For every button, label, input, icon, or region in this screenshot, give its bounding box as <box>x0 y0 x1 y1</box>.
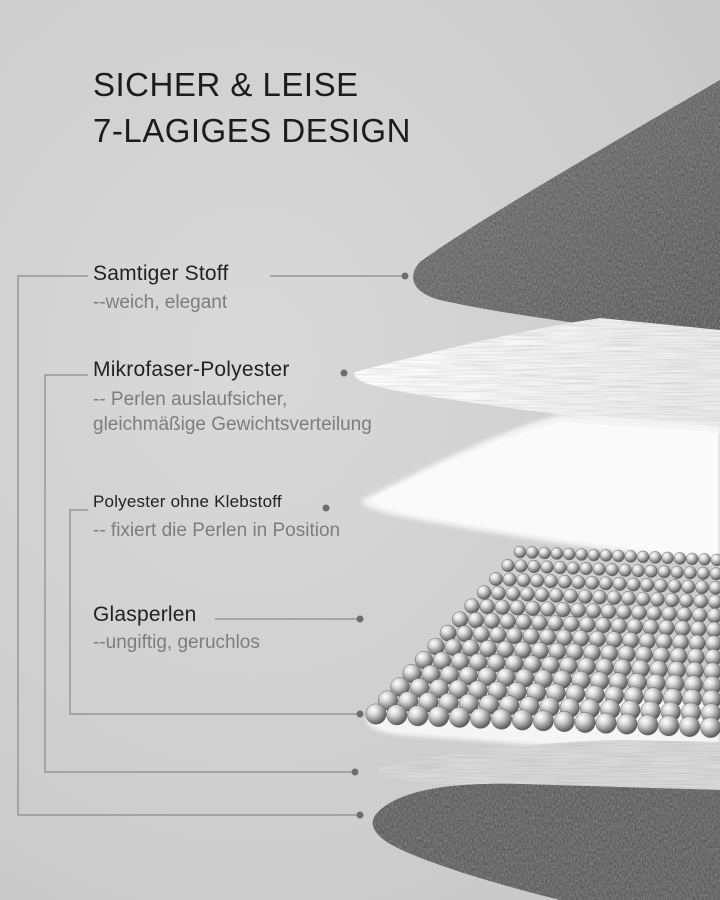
glass-bead <box>697 567 710 580</box>
glass-bead <box>617 714 637 734</box>
connector-lines <box>18 276 405 815</box>
glass-bead <box>452 612 468 628</box>
glass-bead <box>677 607 692 622</box>
glass-bead <box>408 706 428 726</box>
glass-bead <box>506 587 520 601</box>
glass-bead <box>544 575 557 588</box>
glass-bead <box>586 604 601 619</box>
glass-bead <box>627 578 640 591</box>
glass-bead <box>679 594 693 608</box>
glass-bead <box>675 621 691 637</box>
glass-bead <box>668 579 681 592</box>
layer-desc-line: --ungiftig, geruchlos <box>93 632 260 653</box>
glass-bead <box>622 591 636 605</box>
glass-bead <box>632 564 645 577</box>
connector-dot <box>357 711 364 718</box>
glass-bead <box>532 615 548 631</box>
glass-bead <box>612 550 624 562</box>
glass-bead <box>366 704 386 724</box>
glass-bead <box>659 716 679 736</box>
glass-bead <box>484 613 500 629</box>
glass-bead <box>596 713 616 733</box>
glass-bead <box>531 574 544 587</box>
glass-bead <box>500 614 516 630</box>
glass-bead <box>637 551 649 563</box>
glass-bead <box>643 619 659 635</box>
glass-bead <box>489 572 502 585</box>
glass-bead <box>692 608 707 623</box>
glass-bead <box>654 579 667 592</box>
glass-bead <box>709 581 720 594</box>
layer-desc-glasperlen <box>93 630 260 655</box>
glass-bead <box>640 578 653 591</box>
connector-dot <box>352 769 359 776</box>
glass-bead <box>700 717 720 737</box>
glass-bead <box>556 602 571 617</box>
connector-dot <box>357 616 364 623</box>
glass-bead <box>551 548 563 560</box>
glass-bead <box>684 567 697 580</box>
glass-bead <box>588 549 600 561</box>
glass-bead <box>563 548 575 560</box>
glass-bead <box>601 604 616 619</box>
glass-bead <box>593 590 607 604</box>
glass-bead <box>694 594 708 608</box>
glass-bead <box>567 562 580 575</box>
glass-bead <box>525 601 540 616</box>
glass-bead <box>658 565 671 578</box>
glass-bead <box>480 599 495 614</box>
glass-bead <box>510 600 525 615</box>
glass-bead <box>671 566 684 579</box>
glass-bead <box>575 712 595 732</box>
glass-bead <box>695 581 708 594</box>
velvet-top-layer <box>413 80 720 345</box>
glass-bead <box>649 551 661 563</box>
connector-dots <box>323 273 409 819</box>
glass-bead <box>535 588 549 602</box>
glass-bead <box>627 619 643 635</box>
glass-bead <box>578 590 592 604</box>
glass-bead <box>548 616 564 632</box>
glass-bead <box>607 591 621 605</box>
title-line-2: 7-LAGIGES DESIGN <box>93 112 411 149</box>
glass-bead <box>549 588 563 602</box>
glass-bead <box>564 589 578 603</box>
glass-bead <box>429 706 449 726</box>
glass-bead <box>477 586 491 600</box>
connector-dot <box>402 273 409 280</box>
glass-bead <box>558 575 571 588</box>
title-line-1: SICHER & LEISE <box>93 66 359 103</box>
glass-bead <box>674 552 686 564</box>
glass-bead <box>656 634 672 650</box>
glass-bead <box>520 587 534 601</box>
glass-bead <box>554 711 574 731</box>
glass-bead <box>465 599 480 614</box>
glass-bead <box>600 549 612 561</box>
glass-bead <box>541 561 554 574</box>
glass-bead <box>571 603 586 618</box>
glass-bead <box>710 568 720 581</box>
glass-bead <box>699 553 711 565</box>
layer-desc-line: gleichmäßige Gewichtsverteilung <box>93 414 372 435</box>
connector-line-1 <box>18 276 360 815</box>
page-title <box>93 62 411 154</box>
glass-bead <box>606 563 619 576</box>
glass-bead <box>625 550 637 562</box>
glass-bead <box>512 710 532 730</box>
glass-bead <box>682 580 695 593</box>
glass-bead <box>638 715 658 735</box>
glass-bead <box>563 616 579 632</box>
glass-bead <box>619 564 632 577</box>
glass-bead <box>503 573 516 586</box>
glass-bead <box>514 546 526 558</box>
layer-label-mikrofaser: Mikrofaser-Polyester <box>93 358 290 381</box>
layer-desc-polyester <box>93 518 340 543</box>
glass-bead <box>449 707 469 727</box>
glass-bead <box>533 711 553 731</box>
velvet-bottom-layer <box>373 784 720 900</box>
glass-bead <box>686 553 698 565</box>
glass-bead <box>706 622 720 638</box>
layer-label-glasperlen: Glasperlen <box>93 603 197 626</box>
glass-bead <box>679 716 699 736</box>
glass-bead <box>650 592 664 606</box>
glass-bead <box>659 620 675 636</box>
connector-dot <box>323 505 330 512</box>
layer-desc-samtiger-stoff <box>93 290 227 315</box>
polyester-layer <box>362 415 720 565</box>
glass-bead <box>711 554 720 566</box>
layer-desc-line: --weich, elegant <box>93 292 228 313</box>
glass-bead <box>473 626 489 642</box>
glass-bead <box>470 708 490 728</box>
glass-bead <box>708 595 720 609</box>
layer-desc-line: -- fixiert die Perlen in Position <box>93 520 341 541</box>
connector-dot <box>357 812 364 819</box>
glass-bead <box>528 560 541 573</box>
glass-bead <box>526 547 538 559</box>
glass-bead <box>580 562 593 575</box>
microfiber-layer <box>354 318 720 435</box>
glass-bead <box>707 608 720 623</box>
glass-bead <box>576 549 588 561</box>
glass-bead <box>636 592 650 606</box>
glass-bead <box>662 607 677 622</box>
layer-desc-mikrofaser <box>93 387 372 437</box>
glass-bead <box>593 563 606 576</box>
layer-label-samtiger-stoff: Samtiger Stoff <box>93 262 229 285</box>
glass-bead <box>616 605 631 620</box>
glass-bead <box>492 586 506 600</box>
layer-label-polyester: Polyester ohne Klebstoff <box>93 492 282 511</box>
glass-bead <box>665 593 679 607</box>
glass-bead <box>645 565 658 578</box>
glass-bead <box>572 576 585 589</box>
glass-bead <box>490 627 506 643</box>
glass-bead <box>540 602 555 617</box>
glass-bead <box>662 552 674 564</box>
glass-bead <box>491 709 511 729</box>
glass-bead <box>468 612 484 628</box>
glass-bead <box>613 577 626 590</box>
glass-bead <box>515 560 528 573</box>
connector-dot <box>341 370 348 377</box>
glass-bead <box>502 559 515 572</box>
glass-bead <box>599 577 612 590</box>
glass-bead <box>387 705 407 725</box>
glass-bead <box>632 605 647 620</box>
glass-bead <box>517 573 530 586</box>
glass-bead <box>495 600 510 615</box>
layer-desc-line: -- Perlen auslaufsicher, <box>93 389 288 410</box>
glass-bead <box>554 561 567 574</box>
glass-beads-layer <box>366 546 720 738</box>
glass-bead <box>516 614 532 630</box>
glass-bead <box>647 606 662 621</box>
glass-bead <box>539 547 551 559</box>
glass-bead <box>691 621 707 637</box>
glass-bead <box>585 576 598 589</box>
